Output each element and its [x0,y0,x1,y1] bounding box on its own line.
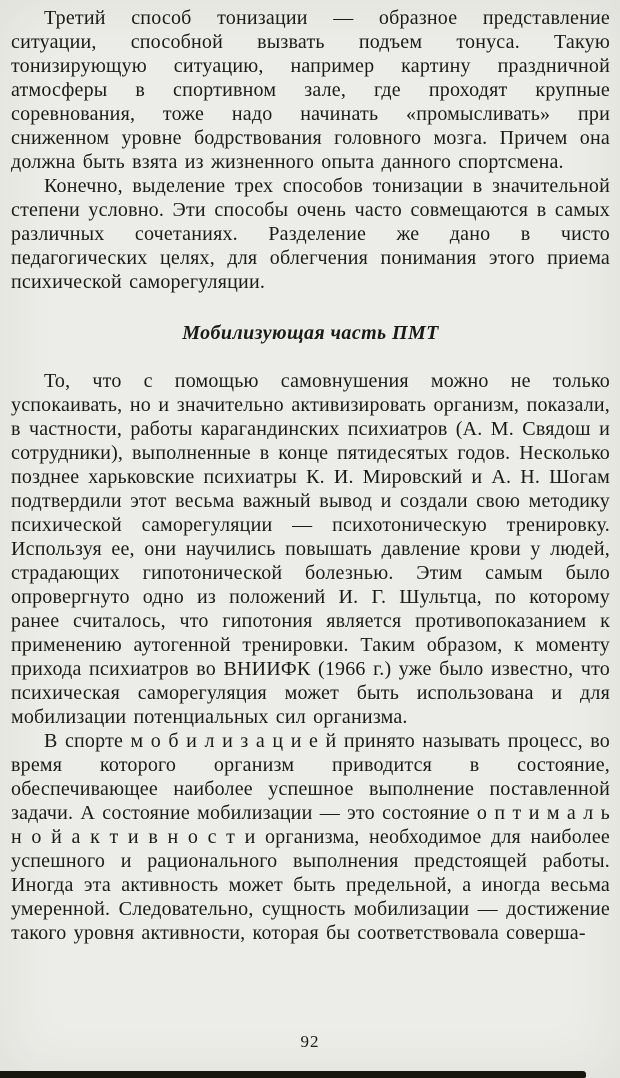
paragraph-3: То, что с помощью самовнушения можно не только успокаивать, но и значительно активизировать организм, показали, в частности, работы карагандинских психиатров (А. М. Свядош и сотрудники), выполненные в конце пятидесятых годов. Несколько позднее харьковские психиатры К. И. Мировский и А. Н. Шогам подтвердили этот весьма важный вывод и создали свою методику психической саморегуляции — психотоническую тренировку. Используя ее, они научились повышать давление крови у людей, страдающих гипотонической болезнью. Этим самым было опровергнуто одно из положений И. Г. Шультца, по которому ранее считалось, что гипотония является противопоказанием к применению аутогенной тренировки. Таким образом, к моменту прихода психиатров во ВНИИФК (1966 г.) уже было известно, что психическая саморегуляция может быть использована и для мобилизации потенциальных сил организма. [11,370,610,728]
paragraph-1: Третий способ тонизации — образное представление ситуации, способной вызвать подъем тонуса. Такую тонизирующую ситуацию, например картину праздничной атмосферы в спортивном зале, где проходят крупные соревнования, тоже надо начинать «промысливать» при сниженном уровне бодрствования головного мозга. Причем она должна быть взята из жизненного опыта данного спортсмена. [11,7,610,173]
scan-edge-artifact [0,1071,586,1078]
paragraph-4: В спорте м о б и л и з а ц и е й принято называть процесс, во время которого организм приводится в состояние, обеспечивающее наиболее успешное выполнение поставленной задачи. А состояние мобилизации — это состояние о п т и м а л ь н о й а к т и в н о с т и организма, необходимое для наиболее успешного и рационального выполнения предстоящей работы. Иногда эта активность может быть предельной, а иногда весьма умеренной. Следовательно, сущность мобилизации — достижение такого уровня активности, которая бы соответствовала соверша- [11,730,610,944]
section-heading: Мобилизующая часть ПМТ [182,322,439,344]
paragraph-2: Конечно, выделение трех способов тонизации в значительной степени условно. Эти способы очень часто совмещаются в самых различных сочетаниях. Разделение же дано в чисто педагогических целях, для облегчения понимания этого приема психической саморегуляции. [11,175,610,293]
page-number: 92 [300,1032,320,1051]
